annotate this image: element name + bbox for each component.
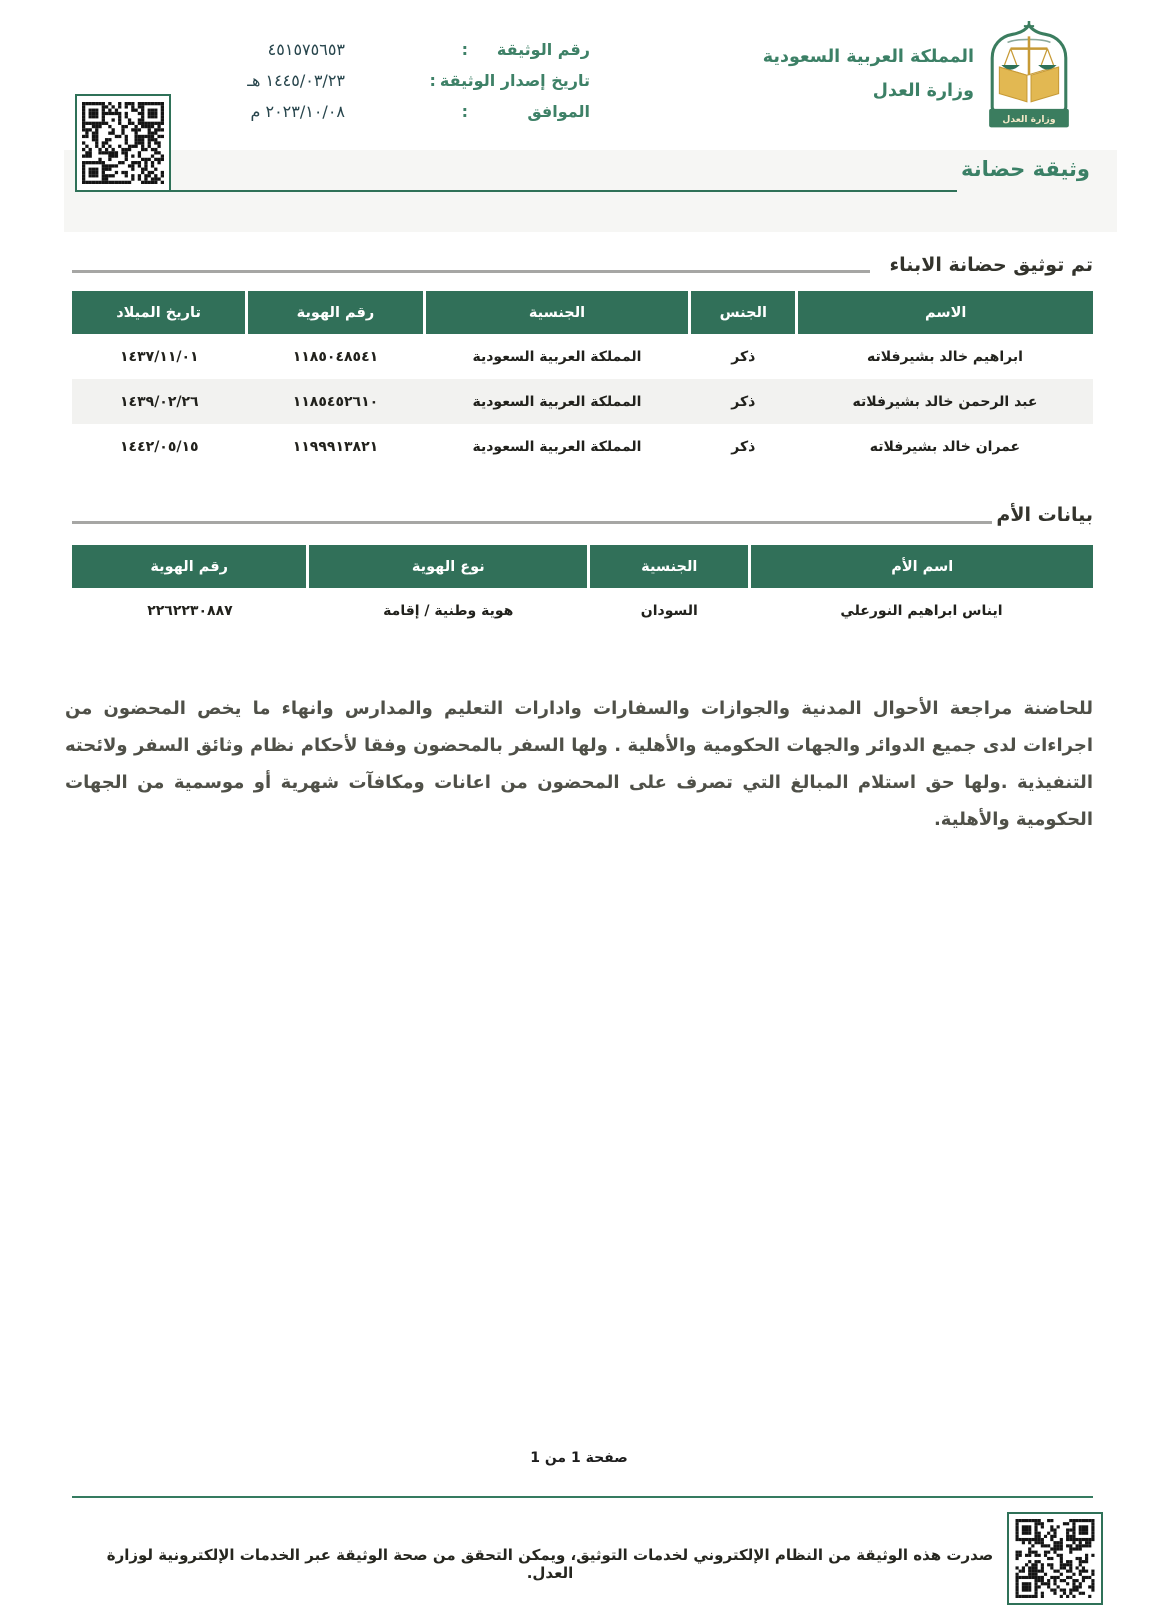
col-mother-name: اسم الأم xyxy=(750,545,1093,588)
mother-nationality: السودان xyxy=(640,602,698,619)
title-rule-line xyxy=(85,190,957,192)
mother-table-header-row xyxy=(72,545,1093,588)
doc-number-colon: : xyxy=(461,40,468,59)
table-row xyxy=(72,334,1093,379)
child-id-number: ١١٩٩٩١٣٨٢١ xyxy=(292,438,379,455)
footer-note: صدرت هذه الوثيقة من النظام الإلكتروني لخدمات التوثيق، ويمكن التحقق من صحة الوثيقة عبر الخدمات الإلكترونية لوزارة العدل. xyxy=(106,1546,994,1582)
ministry-name: وزارة العدل xyxy=(872,81,974,101)
children-section-rule xyxy=(72,270,870,273)
mother-section-title: بيانات الأم xyxy=(996,504,1093,526)
children-section-title: تم توثيق حضانة الابناء xyxy=(889,254,1093,276)
mother-name: ايناس ابراهيم النورعلي xyxy=(840,602,1003,619)
children-table xyxy=(72,291,1093,469)
child-birth-date: ١٤٣٧/١١/٠١ xyxy=(120,348,199,365)
child-nationality: المملكة العربية السعودية xyxy=(472,438,642,455)
child-birth-date: ١٤٤٢/٠٥/١٥ xyxy=(120,438,199,455)
child-gender: ذكر xyxy=(731,438,756,455)
mother-id-type: هوية وطنية / إقامة xyxy=(383,602,514,619)
table-row xyxy=(72,588,1093,633)
col-id-number: رقم الهوية xyxy=(72,545,308,588)
doc-number-row xyxy=(458,40,590,59)
mother-table xyxy=(72,545,1093,633)
header-qr-code-icon xyxy=(75,94,171,192)
doc-number-label: رقم الوثيقة xyxy=(496,40,590,59)
col-id-number: رقم الهوية xyxy=(247,291,425,334)
child-id-number: ١١٨٥٤٥٢٦١٠ xyxy=(247,379,425,424)
col-gender: الجنس xyxy=(690,291,797,334)
footer-rule-line xyxy=(72,1496,1093,1498)
col-id-type: نوع الهوية xyxy=(308,545,589,588)
child-gender: ذكر xyxy=(731,348,756,365)
child-id-number: ١١٨٥٠٤٨٥٤١ xyxy=(292,348,379,365)
issue-date-row xyxy=(426,71,590,90)
mother-id-number: ٢٢٦٢٢٣٠٨٨٧ xyxy=(147,602,233,619)
child-name: عمران خالد بشيرفلاته xyxy=(869,438,1021,455)
child-name: عبد الرحمن خالد بشيرفلاته xyxy=(797,379,1093,424)
page-number: صفحة 1 من 1 xyxy=(530,1450,628,1466)
issue-date-label: تاريخ إصدار الوثيقة xyxy=(439,71,590,90)
kingdom-name: المملكة العربية السعودية xyxy=(762,47,974,67)
children-table-header-row xyxy=(72,291,1093,334)
issue-date-colon: : xyxy=(429,71,436,90)
child-name: ابراهيم خالد بشيرفلاته xyxy=(867,348,1023,365)
col-birth-date: تاريخ الميلاد xyxy=(72,291,247,334)
mother-section-rule xyxy=(72,521,992,524)
child-birth-date: ١٤٣٩/٠٢/٢٦ xyxy=(72,379,247,424)
ministry-name-block xyxy=(763,40,974,108)
col-nationality: الجنسية xyxy=(589,545,750,588)
custodian-rights-paragraph: للحاضنة مراجعة الأحوال المدنية والجوازات والسفارات وادارات التعليم والمدارس وانهاء ما يخص المحضون من اجراءات لدى جميع الدوائر والجهات الحكومية والأهلية . ولها السفر بالمحضون وفقا لأحكام نظام وثائق السفر ولائحته التنفيذية .ولها حق استلام المبالغ التي تصرف على المحضون من اعانات ومكافآت شهرية أو موسمية من الجهات الحكومية والأهلية. xyxy=(65,698,1093,830)
child-nationality: المملكة العربية السعودية xyxy=(424,379,689,424)
table-row xyxy=(72,379,1093,424)
child-nationality: المملكة العربية السعودية xyxy=(472,348,642,365)
gregorian-date-label: الموافق xyxy=(527,102,590,121)
document-title: وثيقة حضانة xyxy=(960,157,1090,181)
issue-date-value: ١٤٤٥/٠٣/٢٣ هـ xyxy=(247,71,345,90)
child-gender: ذكر xyxy=(690,379,797,424)
ministry-emblem-icon xyxy=(983,20,1075,135)
gregorian-date-row xyxy=(458,102,590,121)
gregorian-date-colon: : xyxy=(461,102,468,121)
footer-qr-code-icon xyxy=(1007,1512,1103,1605)
gregorian-date-value: ٢٠٢٣/١٠/٠٨ م xyxy=(250,102,345,121)
col-nationality: الجنسية xyxy=(424,291,689,334)
table-row xyxy=(72,424,1093,469)
svg-text:وزارة العدل: وزارة العدل xyxy=(1002,114,1056,126)
col-name: الاسم xyxy=(797,291,1093,334)
doc-number-value: ٤٥١٥٧٥٦٥٣ xyxy=(267,40,345,59)
